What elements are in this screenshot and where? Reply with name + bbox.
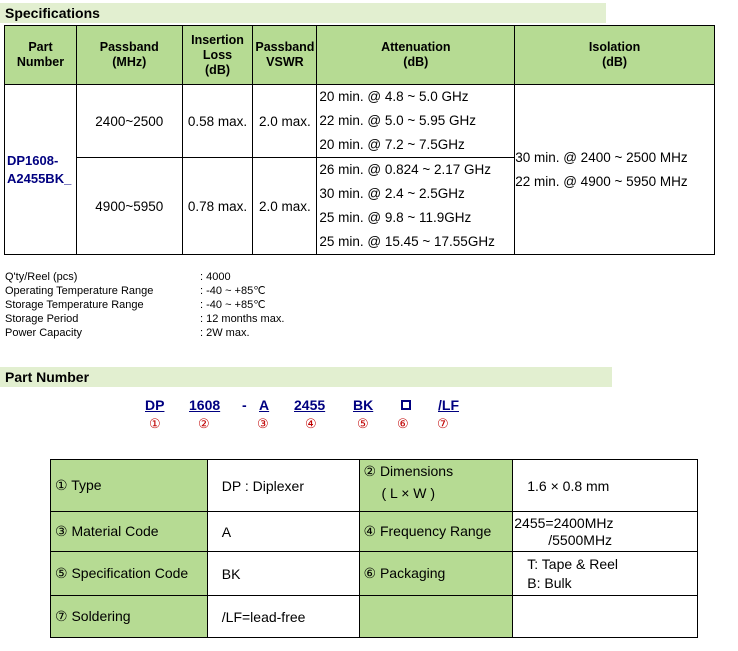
code-material: A <box>259 397 270 413</box>
soldering-label: ⑦ Soldering <box>55 608 131 624</box>
attenuation-low-1: 20 min. @ 4.8 ~ 5.0 GHz <box>319 89 469 104</box>
passband-low: 2400~2500 <box>76 85 182 158</box>
isolation-line-2: 22 min. @ 4900 ~ 5950 MHz <box>515 173 688 189</box>
misc-value: : 4000 <box>200 271 231 283</box>
header-il-line-1: Insertion <box>191 32 244 47</box>
misc-label: Storage Period <box>5 313 79 325</box>
part-number-line-1: DP1608- <box>7 152 59 168</box>
header-insertion-loss <box>182 26 253 85</box>
header-part-line-1: Part <box>28 40 53 54</box>
marker-4: ④ <box>305 416 317 431</box>
packaging-label-cell <box>359 552 513 596</box>
packaging-placeholder-box <box>401 400 411 410</box>
code-soldering: /LF <box>438 397 459 413</box>
header-vswr-line-2: VSWR <box>266 55 304 69</box>
frequency-value-1: 2455=2400MHz <box>514 514 614 531</box>
dimensions-label-sub: ( L × W ) <box>381 485 436 501</box>
misc-label: Q'ty/Reel (pcs) <box>5 271 78 283</box>
material-label-cell <box>51 512 208 552</box>
vswr-low: 2.0 max. <box>253 85 317 158</box>
attenuation-high-3: 25 min. @ 9.8 ~ 11.9GHz <box>319 210 472 225</box>
marker-7: ⑦ <box>437 416 449 431</box>
material-value: A <box>207 512 359 552</box>
frequency-label: ④ Frequency Range <box>363 523 492 539</box>
part-number-line-2: A2455BK_ <box>7 170 72 186</box>
type-label-cell <box>51 460 208 512</box>
header-il-line-3: (dB) <box>205 62 231 77</box>
specification-label: ⑤ Specification Code <box>55 565 189 581</box>
specification-value: BK <box>207 552 359 596</box>
marker-1: ① <box>149 416 161 431</box>
marker-6: ⑥ <box>397 416 409 431</box>
empty-value-cell <box>513 596 698 638</box>
part-number-title: Part Number <box>5 369 90 385</box>
marker-5: ⑤ <box>357 416 369 431</box>
header-att-line-1: Attenuation <box>381 40 451 54</box>
dimensions-value: 1.6 × 0.8 mm <box>513 460 698 512</box>
frequency-value-2: /5500MHz <box>548 531 613 548</box>
isolation-line-1: 30 min. @ 2400 ~ 2500 MHz <box>515 149 688 165</box>
header-il-line-2: Loss <box>202 47 233 62</box>
attenuation-low-3: 20 min. @ 7.2 ~ 7.5GHz <box>319 137 465 152</box>
code-specification: BK <box>353 397 374 413</box>
isolation-cell <box>515 85 715 255</box>
misc-label: Storage Temperature Range <box>5 299 144 311</box>
attenuation-low <box>317 85 515 158</box>
insertion-loss-high: 0.78 max. <box>182 158 253 255</box>
attenuation-high-1: 26 min. @ 0.824 ~ 2.17 GHz <box>319 162 492 177</box>
header-attenuation <box>317 26 515 85</box>
specifications-header <box>0 3 606 23</box>
header-passband-line-2: (MHz) <box>112 55 147 69</box>
attenuation-high-4: 25 min. @ 15.45 ~ 17.55GHz <box>319 234 495 249</box>
packaging-value-2: B: Bulk <box>527 574 572 591</box>
soldering-label-cell <box>51 596 208 638</box>
packaging-value-cell <box>513 552 698 596</box>
part-number-table <box>50 459 698 638</box>
code-series: DP <box>145 397 165 413</box>
packaging-value-1: T: Tape & Reel <box>527 555 619 572</box>
frequency-label-cell <box>359 512 513 552</box>
header-vswr <box>253 26 317 85</box>
specifications-title: Specifications <box>5 5 100 21</box>
misc-value: : -40 ~ +85℃ <box>200 285 266 297</box>
frequency-value-cell <box>513 512 698 552</box>
header-part-number <box>5 26 77 85</box>
attenuation-high <box>317 158 515 255</box>
header-iso-line-1: Isolation <box>588 40 641 54</box>
empty-label-cell <box>359 596 513 638</box>
marker-3: ③ <box>257 416 269 431</box>
misc-value: : 2W max. <box>200 327 250 339</box>
header-isolation <box>515 26 715 85</box>
material-label: ③ Material Code <box>55 523 159 539</box>
header-passband-line-1: Passband <box>99 40 159 54</box>
header-iso-line-2: (dB) <box>602 55 628 69</box>
dimensions-label: ② Dimensions <box>363 463 454 479</box>
dimensions-label-cell <box>359 460 513 512</box>
code-frequency: 2455 <box>294 397 326 413</box>
specifications-table <box>4 25 715 255</box>
header-vswr-line-1: Passband <box>255 40 315 54</box>
header-part-line-2: Number <box>16 55 65 69</box>
part-number-header <box>0 367 612 387</box>
header-passband <box>76 26 182 85</box>
misc-value: : 12 months max. <box>200 313 285 325</box>
soldering-value: /LF=lead-free <box>207 596 359 638</box>
part-number-cell <box>5 85 77 255</box>
code-dash: - <box>242 397 247 413</box>
misc-label: Operating Temperature Range <box>5 285 154 297</box>
attenuation-low-2: 22 min. @ 5.0 ~ 5.95 GHz <box>319 113 477 128</box>
attenuation-high-2: 30 min. @ 2.4 ~ 2.5GHz <box>319 186 465 201</box>
packaging-label: ⑥ Packaging <box>363 565 446 581</box>
insertion-loss-low: 0.58 max. <box>182 85 253 158</box>
marker-2: ② <box>198 416 210 431</box>
type-value: DP : Diplexer <box>207 460 359 512</box>
vswr-high: 2.0 max. <box>253 158 317 255</box>
header-att-line-2: (dB) <box>403 55 429 69</box>
passband-high: 4900~5950 <box>76 158 182 255</box>
misc-value: : -40 ~ +85℃ <box>200 299 266 311</box>
code-dimensions: 1608 <box>189 397 221 413</box>
misc-label: Power Capacity <box>5 327 83 339</box>
specification-label-cell <box>51 552 208 596</box>
type-label: ① Type <box>55 477 102 493</box>
